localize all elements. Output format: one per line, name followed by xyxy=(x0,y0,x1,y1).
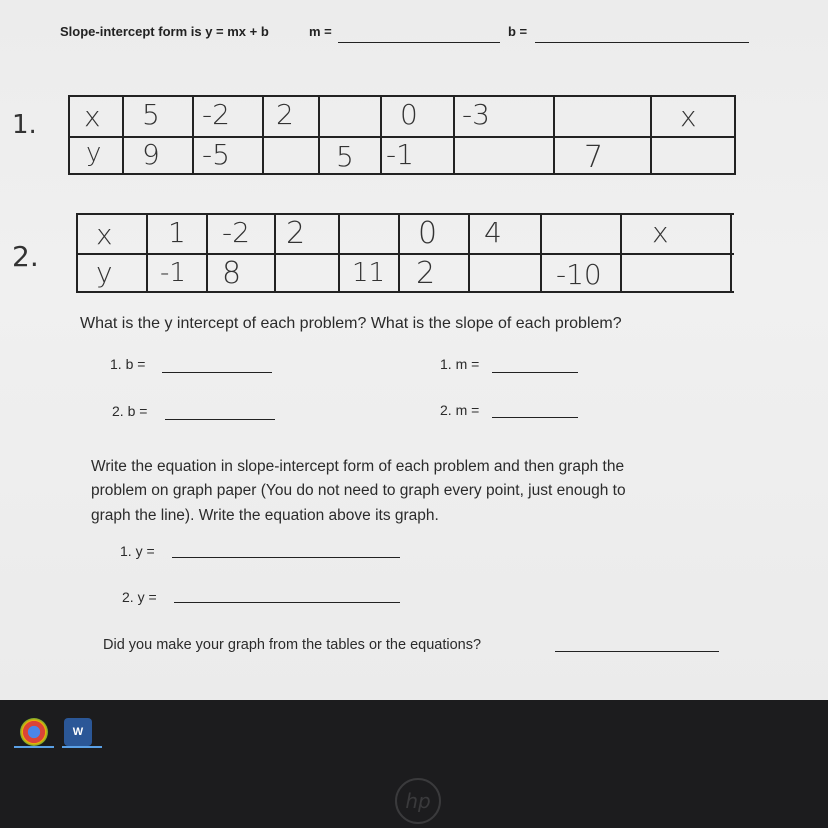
table-2-x-cell: 0 xyxy=(418,216,438,251)
b1-label: 1. b = xyxy=(110,356,146,372)
table-2-x-cell: 1 xyxy=(168,216,186,249)
b1-answer-line xyxy=(162,372,272,373)
table-2-y-cell: -1 xyxy=(160,258,186,288)
table-1-x-cell: x xyxy=(680,100,697,133)
b2-answer-line xyxy=(165,419,275,420)
final-question: Did you make your graph from the tables or the equations? xyxy=(103,637,482,653)
b-answer-line xyxy=(535,42,749,43)
table-1-x-cell: 5 xyxy=(142,98,160,131)
m1-label: 1. m = xyxy=(440,356,480,372)
table-1-x-cell: 0 xyxy=(400,98,418,131)
table-2-x-cell: x xyxy=(652,216,669,249)
problem-1-number: 1. xyxy=(12,110,37,140)
m1-answer-line xyxy=(492,372,578,373)
header-title: Slope-intercept form is y = mx + b xyxy=(60,24,269,39)
y1-answer-line xyxy=(172,557,400,558)
table-1-x-header: x xyxy=(84,100,101,133)
b-label: b = xyxy=(508,24,528,39)
word-icon[interactable]: W xyxy=(64,718,92,746)
chrome-active-indicator xyxy=(14,746,54,748)
table-1-y-cell: -5 xyxy=(202,138,230,171)
table-1-x-cell: -2 xyxy=(202,98,230,131)
y2-answer-line xyxy=(174,602,400,603)
table-2-x-cell: 2 xyxy=(286,216,306,251)
table-1-x-cell: -3 xyxy=(462,98,490,131)
m-label: m = xyxy=(309,24,332,39)
chrome-icon[interactable] xyxy=(20,718,48,746)
table-2-y-cell: -10 xyxy=(556,258,602,291)
table-2-x-cell: 4 xyxy=(484,216,502,249)
instructions-line-2: problem on graph paper (You do not need to graph every point, just enough to xyxy=(91,482,626,499)
b2-label: 2. b = xyxy=(112,403,148,419)
table-1-y-cell: 5 xyxy=(336,140,354,173)
y2-label: 2. y = xyxy=(122,589,157,605)
instructions-line-3: graph the line). Write the equation above its graph. xyxy=(91,507,439,524)
word-active-indicator xyxy=(62,746,102,748)
table-2-x-cell: -2 xyxy=(222,216,250,249)
question-intercept-slope: What is the y intercept of each problem? What is the slope of each problem? xyxy=(80,315,622,332)
table-2-y-cell: 2 xyxy=(416,256,436,291)
m2-answer-line xyxy=(492,417,578,418)
table-2-y-header: y xyxy=(96,256,113,289)
final-answer-line xyxy=(555,651,719,652)
table-1-y-header: y xyxy=(86,138,102,168)
m2-label: 2. m = xyxy=(440,402,480,418)
m-answer-line xyxy=(338,42,500,43)
problem-2-number: 2. xyxy=(12,240,39,273)
hp-logo-icon: hp xyxy=(395,778,441,824)
table-1-y-cell: 7 xyxy=(584,140,604,175)
table-1-y-cell: -1 xyxy=(386,138,414,171)
table-2-x-header: x xyxy=(96,218,113,251)
table-1-x-cell: 2 xyxy=(276,98,294,131)
instructions-line-1: Write the equation in slope-intercept form of each problem and then graph the xyxy=(91,458,625,475)
table-1-y-cell: 9 xyxy=(142,138,160,171)
y1-label: 1. y = xyxy=(120,543,155,559)
table-2-y-cell: 8 xyxy=(222,256,242,291)
table-2-y-cell: 11 xyxy=(352,258,386,288)
